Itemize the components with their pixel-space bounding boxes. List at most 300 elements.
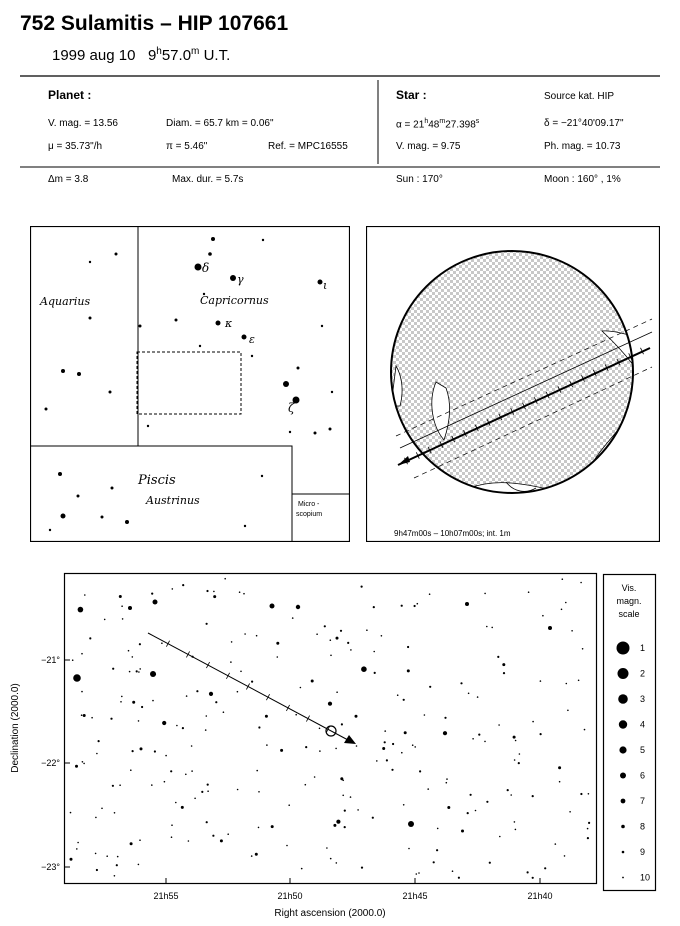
field-star [571, 630, 573, 632]
field-star [227, 833, 229, 835]
field-star [251, 855, 253, 857]
field-star [76, 848, 78, 850]
field-star [96, 753, 98, 755]
magnitude-scale-box [604, 575, 656, 891]
field-star [382, 747, 385, 750]
field-star [286, 845, 288, 847]
field-star [532, 795, 534, 797]
field-star [70, 858, 73, 861]
scale-title-2: magn. [616, 596, 642, 606]
field-star [562, 578, 564, 580]
field-star [172, 588, 174, 590]
field-star [206, 715, 208, 717]
planet-heading: Planet : [48, 88, 92, 102]
field-star [361, 586, 363, 588]
page-title: 752 Sulamitis – HIP 107661 [20, 12, 289, 35]
field-star [503, 672, 505, 674]
field-star [182, 727, 184, 729]
field-star [104, 619, 106, 621]
field-star [468, 693, 470, 695]
field-star [139, 839, 141, 841]
field-star [427, 788, 429, 790]
field-star [555, 843, 557, 845]
cmap-star [115, 253, 118, 256]
cmap-star [125, 520, 129, 524]
delta-magnitude: Δm = 3.8 [48, 174, 89, 185]
ra-minutes: 48 [428, 119, 440, 131]
field-star [116, 864, 118, 866]
cmap-star [175, 319, 178, 322]
field-star [477, 696, 479, 698]
field-star [132, 750, 134, 752]
field-star [224, 578, 226, 580]
field-star [132, 701, 135, 704]
field-star [119, 595, 122, 598]
field-star [152, 700, 154, 702]
field-star [372, 817, 374, 819]
field-star [507, 789, 509, 791]
field-star [89, 637, 91, 639]
field-star [470, 794, 472, 796]
bright-star [548, 626, 552, 630]
constellation-map [30, 226, 350, 542]
scale-dot-7 [621, 799, 626, 804]
field-star [128, 650, 130, 652]
field-star [447, 806, 450, 809]
field-star [130, 842, 133, 845]
field-star [72, 659, 74, 661]
planet-diameter: Diam. = 65.7 km = 0.06" [166, 118, 274, 129]
cmap-star [101, 516, 104, 519]
xtick-2140: 21h40 [527, 891, 553, 901]
field-star [336, 862, 338, 864]
field-star [271, 825, 274, 828]
field-star [404, 731, 407, 734]
ra-h-unit: h [424, 118, 429, 125]
field-star [276, 642, 279, 645]
field-star [429, 593, 431, 595]
ra-seconds: 27.398 [445, 119, 476, 131]
field-star [460, 682, 462, 684]
scale-label-3: 3 [640, 694, 646, 704]
field-star [191, 745, 193, 747]
label-piscis: Piscis [138, 473, 176, 488]
greek-gamma: γ [237, 273, 244, 286]
scale-dot-6 [620, 773, 626, 779]
label-micro: Micro - [298, 501, 320, 508]
field-star [112, 785, 114, 787]
field-star [301, 868, 303, 870]
globe-caption: 9h47m00s – 10h07m00s; int. 1m [394, 529, 511, 538]
scale-label-9: 9 [640, 847, 646, 857]
field-star [185, 774, 187, 776]
field-star [333, 824, 336, 827]
field-star [491, 627, 493, 629]
scale-label-4: 4 [640, 719, 646, 730]
field-star [561, 609, 563, 611]
field-star [151, 593, 153, 595]
bright-star [153, 600, 158, 605]
field-star [361, 666, 367, 672]
field-star [518, 762, 520, 764]
xtick-2145: 21h45 [402, 891, 428, 901]
field-star [478, 734, 480, 736]
field-star [288, 804, 290, 806]
field-star [91, 717, 93, 719]
field-star [475, 810, 477, 812]
cmap-star [331, 391, 333, 393]
field-star [386, 759, 388, 761]
field-star [416, 873, 418, 875]
field-star [429, 686, 431, 688]
scale-dot-8 [621, 825, 625, 829]
greek-epsilon: ε [249, 333, 255, 346]
field-star [407, 646, 409, 648]
cmap-star [199, 345, 201, 347]
field-star [342, 780, 344, 782]
xtick-2155: 21h55 [153, 891, 179, 901]
scale-label-6: 6 [640, 770, 646, 781]
field-star [376, 760, 378, 762]
field-star [484, 593, 486, 595]
field-star [580, 582, 582, 584]
field-star [461, 830, 464, 833]
field-star [139, 668, 141, 670]
cmap-star [89, 317, 92, 320]
event-date: 1999 aug 10 [52, 47, 136, 64]
field-star [300, 687, 302, 689]
field-star [391, 769, 393, 771]
field-star [188, 840, 190, 842]
field-star [81, 714, 83, 716]
field-star [452, 870, 454, 872]
field-star [403, 699, 405, 701]
label-austrinus: Austrinus [146, 494, 200, 507]
field-star [330, 639, 332, 641]
field-star [558, 766, 561, 769]
field-star [77, 842, 79, 844]
field-star [527, 871, 529, 873]
field-star [515, 829, 517, 831]
field-star [114, 812, 116, 814]
field-star [170, 770, 172, 772]
minutes-unit: m [191, 46, 200, 57]
bright-star [296, 605, 300, 609]
planet-parallax: π = 5.46" [166, 141, 208, 152]
cmap-star [283, 381, 289, 387]
cmap-star [58, 472, 62, 476]
cmap-star [61, 369, 65, 373]
field-star [256, 770, 258, 772]
field-star [319, 728, 321, 730]
field-star [584, 729, 586, 731]
greek-delta: δ [202, 261, 210, 275]
scale-label-5: 5 [640, 745, 646, 755]
field-star [489, 862, 491, 864]
scale-dot-2 [618, 668, 629, 679]
field-star [98, 740, 100, 742]
cmap-star [111, 487, 114, 490]
field-star [540, 680, 542, 682]
planet-reference: Ref. = MPC16555 [268, 141, 348, 152]
label-capricornus: Capricornus [200, 294, 269, 307]
field-star [467, 812, 469, 814]
field-star [75, 765, 78, 768]
field-star [292, 617, 294, 619]
field-star [78, 607, 84, 613]
field-star [213, 595, 216, 598]
cmap-star [195, 264, 202, 271]
cmap-star [242, 335, 247, 340]
field-star [165, 755, 167, 757]
field-star [112, 668, 114, 670]
field-star [119, 784, 121, 786]
cmap-star [262, 239, 264, 241]
field-star [532, 721, 534, 723]
field-star [231, 641, 233, 643]
field-star [277, 656, 279, 658]
field-star [81, 691, 83, 693]
field-star [542, 615, 544, 617]
field-star [209, 692, 213, 696]
field-star [458, 877, 460, 879]
field-star [266, 744, 268, 746]
field-star [414, 605, 416, 607]
finder-frame [65, 574, 597, 884]
scale-dot-4 [619, 720, 627, 728]
field-star [417, 603, 419, 605]
cmap-star [89, 261, 91, 263]
cmap-star [109, 391, 112, 394]
field-star [567, 710, 569, 712]
field-star [305, 746, 307, 748]
field-star [515, 740, 517, 742]
field-star [106, 855, 108, 857]
field-star [206, 590, 208, 592]
field-star [83, 714, 86, 717]
field-star [243, 593, 245, 595]
field-star [528, 591, 530, 593]
field-star [374, 672, 376, 674]
cmap-star [49, 529, 51, 531]
field-star [588, 822, 590, 824]
field-star [486, 801, 488, 803]
cmap-star [61, 514, 66, 519]
star-vmag: V. mag. = 9.75 [396, 141, 461, 152]
field-star [408, 848, 410, 850]
cmap-star [244, 525, 246, 527]
scale-label-10: 10 [640, 872, 651, 883]
field-star [544, 867, 546, 869]
field-star [207, 784, 209, 786]
field-star [336, 691, 338, 693]
field-star [244, 633, 246, 635]
field-star [582, 648, 584, 650]
field-star [498, 724, 500, 726]
field-star [510, 794, 512, 796]
field-star [110, 718, 112, 720]
field-star [141, 706, 143, 708]
field-star [472, 738, 474, 740]
field-star [350, 649, 352, 651]
field-star [114, 875, 116, 877]
field-star [319, 750, 321, 752]
field-star [120, 701, 122, 703]
field-star [392, 743, 394, 745]
scale-title-1: Vis. [621, 583, 637, 593]
field-star [497, 656, 499, 658]
field-star [258, 791, 260, 793]
field-star [419, 770, 421, 772]
bright-star [465, 602, 469, 606]
field-star [446, 778, 448, 780]
field-star [559, 781, 561, 783]
field-star [407, 669, 410, 672]
field-star [564, 855, 566, 857]
sun-elongation: Sun : 170° [396, 174, 443, 185]
field-star [384, 730, 386, 732]
field-star [357, 809, 359, 811]
field-star [418, 872, 420, 874]
planet-motion: μ = 35.73"/h [48, 141, 103, 152]
field-star [191, 770, 193, 772]
field-star [578, 680, 580, 682]
field-star [532, 877, 534, 879]
greek-zeta: ζ [288, 401, 295, 415]
event-time-minutes: 57.0 [161, 47, 192, 64]
field-star [356, 745, 358, 747]
bright-star [150, 671, 156, 677]
field-star [212, 835, 214, 837]
scale-dot-9 [622, 851, 625, 854]
field-star [207, 790, 209, 792]
field-star [240, 671, 242, 673]
max-duration: Max. dur. = 5.7s [172, 174, 244, 185]
event-time-hours: 9 [147, 47, 157, 64]
field-star [336, 637, 339, 640]
planet-vmag: V. mag. = 13.56 [48, 118, 118, 129]
field-star [138, 720, 140, 722]
star-right-ascension [396, 118, 479, 130]
cmap-star [261, 475, 263, 477]
field-star [513, 736, 516, 739]
field-star [84, 594, 86, 596]
field-star [361, 867, 363, 869]
field-star [280, 749, 283, 752]
field-star [565, 602, 567, 604]
cmap-star [139, 325, 142, 328]
bright-star [73, 674, 81, 682]
label-aquarius: Aquarius [40, 295, 91, 308]
field-star [397, 694, 399, 696]
field-star [256, 635, 258, 637]
field-star [258, 726, 260, 728]
field-star [355, 715, 358, 718]
bright-star [128, 606, 132, 610]
field-star [265, 715, 268, 718]
field-star [366, 629, 368, 631]
cmap-star [216, 321, 221, 326]
field-star [424, 714, 426, 716]
bright-star [408, 821, 414, 827]
ra-prefix: α = 21 [396, 119, 425, 131]
cmap-star [211, 237, 215, 241]
scale-label-8: 8 [640, 821, 646, 832]
scale-label-7: 7 [640, 796, 646, 806]
cmap-star [251, 355, 253, 357]
field-star [401, 605, 403, 607]
field-star [151, 784, 153, 786]
field-star [196, 690, 198, 692]
field-star [132, 656, 134, 658]
scale-title-3: scale [618, 609, 640, 619]
field-star [138, 864, 140, 866]
field-star [239, 591, 241, 593]
field-star [194, 798, 196, 800]
field-star [588, 793, 590, 795]
xtick-2150: 21h50 [277, 891, 303, 901]
field-star [201, 791, 203, 793]
field-star [311, 680, 314, 683]
field-star [403, 804, 405, 806]
scale-dot-1 [617, 642, 630, 655]
field-star [587, 828, 589, 830]
field-star [205, 729, 207, 731]
field-star [237, 691, 239, 693]
field-star [587, 837, 589, 839]
field-star [350, 796, 352, 798]
field-star [181, 806, 184, 809]
moon-elongation: Moon : 160° , 1% [544, 174, 621, 185]
field-star [384, 741, 386, 743]
field-star [223, 711, 225, 713]
time-system: U.T. [203, 47, 231, 64]
field-star [344, 826, 346, 828]
occultation-globe-panel [366, 226, 660, 542]
cmap-star [45, 408, 48, 411]
field-star [499, 836, 501, 838]
ytick-23: −23° [41, 862, 60, 872]
field-star [443, 731, 447, 735]
bright-star [270, 604, 275, 609]
field-star [373, 606, 375, 608]
ra-s-unit: s [475, 118, 480, 125]
finder-chart [0, 566, 680, 926]
x-axis-label: Right ascension (2000.0) [274, 908, 386, 919]
cmap-star [329, 428, 332, 431]
field-star [161, 642, 163, 644]
field-star [206, 821, 208, 823]
field-star [569, 811, 571, 813]
field-star [162, 721, 166, 725]
field-star [138, 671, 140, 673]
field-star [122, 618, 124, 620]
field-star [171, 824, 173, 826]
field-star [82, 761, 84, 763]
scale-dot-3 [618, 694, 628, 704]
field-star [314, 776, 316, 778]
field-star [164, 781, 166, 783]
greek-iota: ι [323, 279, 328, 292]
field-star [237, 789, 239, 791]
field-star [129, 671, 131, 673]
cmap-star [297, 367, 300, 370]
field-star [140, 747, 143, 750]
field-star [414, 746, 416, 748]
field-star [139, 643, 141, 645]
field-star [328, 702, 332, 706]
field-star [117, 856, 119, 858]
